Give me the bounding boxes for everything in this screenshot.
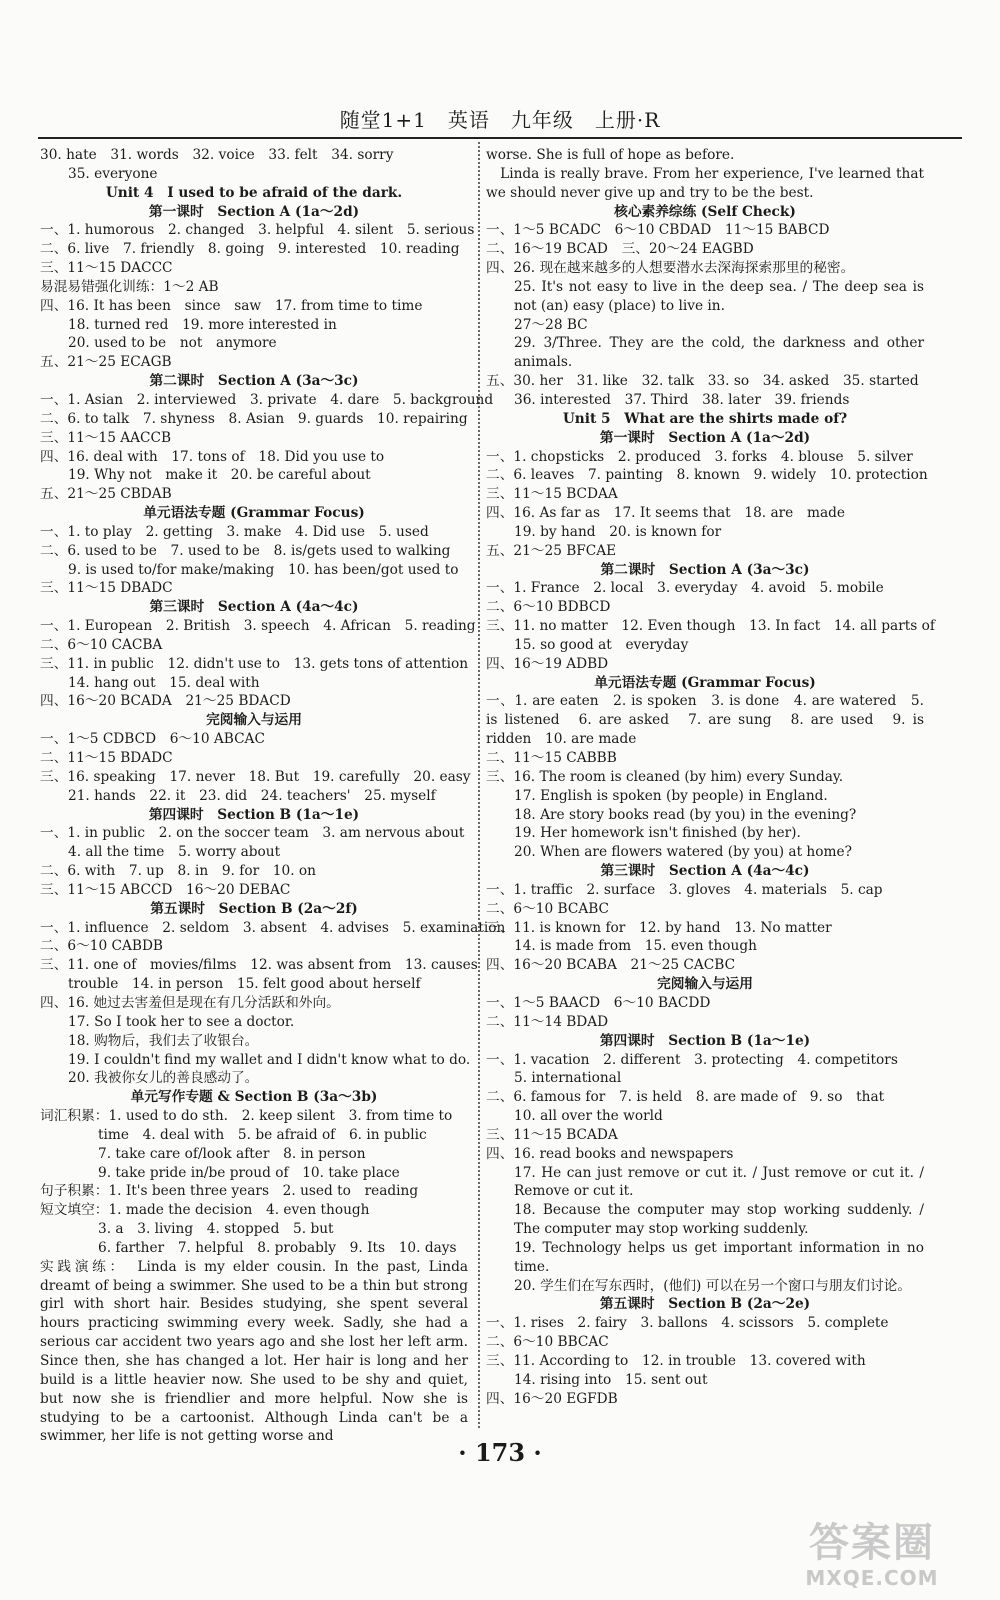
answer-line: 17. English is spoken (by people) in England. (514, 787, 828, 804)
answer-line: 15. so good at everyday (514, 636, 689, 653)
answer-line: 五、30. her 31. like 32. talk 33. so 34. asked 35. started (486, 373, 919, 390)
answer-line: 二、6. with 7. up 8. in 9. for 10. on (40, 863, 316, 880)
answer-line: 一、1. traffic 2. surface 3. gloves 4. materials 5. cap (486, 881, 883, 898)
answer-line: 一、1. influence 2. seldom 3. absent 4. advises 5. examination (40, 919, 506, 936)
answer-line: 四、16～20 BCADA 21～25 BDACD (40, 693, 291, 710)
answer-line: 二、6～10 CACBA (40, 636, 163, 653)
answer-line: 三、16. speaking 17. never 18. But 19. carefully 20. easy (40, 768, 471, 785)
answer-line: 四、16～19 ADBD (486, 655, 609, 672)
page-header: 随堂1+1 英语 九年级 上册·R (339, 108, 661, 132)
answer-line: 二、6. to talk 7. shyness 8. Asian 9. guards 10. repairing (40, 410, 468, 427)
answer-line: 18. 购物后，我们去了收银台。 (68, 1032, 259, 1049)
answer-line: 一、1. Asian 2. interviewed 3. private 4. dare 5. background (40, 391, 494, 408)
answer-line: 三、11～15 ABCCD 16～20 DEBAC (40, 881, 291, 898)
answer-line: 19. Technology helps us get important information in no time. (514, 1239, 924, 1275)
answer-line: 二、6. leaves 7. painting 8. known 9. widely 10. protection (486, 467, 928, 484)
answer-line: 三、11. no matter 12. Even though 13. In fact 14. all parts of (486, 618, 935, 635)
answer-line: 一、1～5 BCADC 6～10 CBDAD 11～15 BABCD (486, 222, 830, 239)
answer-line: 二、11～14 BDAD (486, 1013, 609, 1030)
watermark-logo-text: 答案圈 (809, 1520, 935, 1566)
answer-line: 二、11～15 CABBB (486, 750, 617, 766)
answer-line: 二、11～15 BDADC (40, 750, 173, 766)
answer-line: 五、21～25 CBDAB (40, 486, 172, 503)
answer-line: 9. is used to/for make/making 10. has been/got used to (68, 561, 459, 578)
answer-line: 一、1. in public 2. on the soccer team 3. am nervous about (40, 825, 465, 842)
answer-line: 二、6～10 BBCAC (486, 1334, 609, 1351)
answer-line: 20. used to be not anymore (68, 335, 277, 352)
answer-line: 14. rising into 15. sent out (514, 1371, 708, 1388)
answer-line: 二、6～10 BDBCD (486, 599, 611, 616)
page-number: · 173 · (458, 1438, 542, 1467)
answer-line: 二、6～10 CABDB (40, 938, 163, 955)
section-heading: 第三课时 Section A (4a～4c) (149, 599, 359, 616)
answer-line: 7. take care of/look after 8. in person (98, 1145, 366, 1162)
section-heading: 完阅输入与运用 (206, 712, 302, 729)
answer-line: 一、1. to play 2. getting 3. make 4. Did use 5. used (40, 523, 429, 540)
answer-line: 三、11～15 DACCC (40, 260, 173, 277)
answer-line: 易混易错强化训练：1～2 AB (40, 278, 219, 295)
answer-line: 14. hang out 15. deal with (68, 674, 260, 691)
answer-line: 一、1. are eaten 2. is spoken 3. is done 4. are watered 5. is listened 6. are asked 7. are sung 8. are used 9. is ridden 10. are made (486, 693, 924, 748)
answer-line: 三、11. in public 12. didn't use to 13. gets tons of attention (40, 655, 469, 672)
sample-essay-end: Linda is really brave. From her experience, I've learned that we should never give up and try to be the best. (486, 165, 924, 201)
answer-line: 词汇积累：1. used to do sth. 2. keep silent 3. from time to (40, 1108, 453, 1125)
answer-line: 4. all the time 5. worry about (68, 844, 281, 861)
answer-line: 30. hate 31. words 32. voice 33. felt 34. sorry (40, 147, 394, 163)
answer-line: 10. all over the world (514, 1108, 663, 1125)
answer-line: 短文填空：1. made the decision 4. even though (40, 1202, 370, 1219)
answer-line: 四、16～20 EGFDB (486, 1390, 618, 1407)
answer-line: trouble 14. in person 15. felt good about herself (68, 976, 421, 993)
answer-line: 9. take pride in/be proud of 10. take place (98, 1164, 400, 1181)
section-heading: 单元写作专题 & Section B (3a～3b) (130, 1089, 378, 1106)
answer-line: 四、26. 现在越来越多的人想要潜水去深海探索那里的秘密。 (486, 260, 855, 277)
answer-line: 五、21～25 BFCAE (486, 542, 617, 559)
answer-line: 18. Are story books read (by you) in the evening? (514, 806, 857, 823)
answer-line: 18. Because the computer may stop working suddenly. / The computer may stop working suddenly. (514, 1202, 924, 1238)
answer-line: 二、16～19 BCAD 三、20～24 EAGBD (486, 241, 754, 258)
answer-line: 19. by hand 20. is known for (514, 523, 722, 540)
answer-line: 36. interested 37. Third 38. later 39. friends (514, 391, 850, 408)
answer-line: 一、1. rises 2. fairy 3. ballons 4. scissors 5. complete (486, 1315, 889, 1332)
answer-line: 20. 我被你女儿的善良感动了。 (68, 1070, 259, 1087)
answer-line: 二、6～10 BCABC (486, 900, 609, 917)
answer-line: 17. He can just remove or cut it. / Just remove or cut it. / Remove or cut it. (514, 1164, 924, 1200)
answer-line: 四、16. read books and newspapers (486, 1145, 734, 1162)
answer-line: 21. hands 22. it 23. did 24. teachers' 25. myself (68, 787, 436, 804)
answer-line: 二、6. famous for 7. is held 8. are made of 9. so that (486, 1089, 885, 1106)
column-divider (478, 142, 480, 1428)
answer-line: 19. I couldn't find my wallet and I didn't know what to do. (68, 1051, 471, 1068)
answer-line: 19. Why not make it 20. be careful about (68, 467, 371, 484)
unit-title: Unit 5 What are the shirts made of? (562, 410, 848, 427)
answer-line: 四、16. 她过去害羞但是现在有几分活跃和外向。 (40, 994, 340, 1011)
answer-line: 一、1. France 2. local 3. everyday 4. avoid 5. mobile (486, 580, 884, 597)
answer-line: 三、11～15 BCADA (486, 1126, 618, 1143)
answer-line: time 4. deal with 5. be afraid of 6. in public (98, 1126, 427, 1143)
answer-line: 二、6. used to be 7. used to be 8. is/gets used to walking (40, 542, 451, 559)
answer-line: 17. So I took her to see a doctor. (68, 1013, 295, 1030)
answer-line: 三、11～15 AACCB (40, 429, 172, 446)
section-heading: 第四课时 Section B (1a～1e) (599, 1032, 811, 1049)
watermark-logo (772, 1520, 972, 1590)
left-column (40, 146, 506, 1446)
answer-line: 四、16. As far as 17. It seems that 18. are made (486, 505, 845, 522)
answer-line: 35. everyone (68, 165, 158, 182)
section-heading: 第一课时 Section A (1a～2d) (148, 203, 360, 220)
unit-title: Unit 4 I used to be afraid of the dark. (105, 184, 403, 201)
answer-line: 5. international (514, 1070, 622, 1087)
answer-line: 四、16. deal with 17. tons of 18. Did you use to (40, 448, 385, 465)
watermark-url: MXQE.COM (805, 1566, 939, 1590)
section-heading: 完阅输入与运用 (657, 976, 753, 993)
answer-line: 三、11. one of movies/films 12. was absent from 13. causes (40, 957, 478, 974)
section-heading: 第四课时 Section B (1a～1e) (148, 806, 360, 823)
answer-line: 20. 学生们在写东西时，(他们) 可以在另一个窗口与朋友们讨论。 (514, 1277, 912, 1294)
answer-line: 一、1～5 BAACD 6～10 BACDD (486, 994, 711, 1011)
answer-line: 句子积累：1. It's been three years 2. used to reading (40, 1183, 419, 1200)
answer-line: 14. is made from 15. even though (514, 938, 757, 955)
answer-line: 三、11～15 BCDAA (486, 486, 618, 503)
answer-line: 二、6. live 7. friendly 8. going 9. interested 10. reading (40, 241, 460, 258)
answer-line: 三、11. is known for 12. by hand 13. No matter (486, 919, 832, 936)
section-heading: 第二课时 Section A (3a～3c) (600, 561, 810, 578)
answer-line: 29. 3/Three. They are the cold, the darkness and other animals. (514, 335, 924, 371)
answer-line: 18. turned red 19. more interested in (68, 316, 337, 333)
answer-line: 一、1. humorous 2. changed 3. helpful 4. silent 5. serious (40, 222, 475, 239)
section-heading: 单元语法专题 (Grammar Focus) (594, 674, 816, 691)
answer-line: 四、16. It has been since saw 17. from time to time (40, 297, 423, 314)
header-rule (38, 137, 962, 139)
answer-line: 20. When are flowers watered (by you) at home? (514, 844, 852, 861)
answer-line: 19. Her homework isn't finished (by her). (514, 825, 801, 842)
answer-line: 三、11. According to 12. in trouble 13. covered with (486, 1353, 866, 1369)
answer-line: 一、1. chopsticks 2. produced 3. forks 4. blouse 5. silver (486, 448, 913, 465)
answer-line: 三、11～15 DBADC (40, 580, 173, 597)
sample-essay: 实践演练： Linda is my elder cousin. In the past, Linda dreamt of being a swimmer. She used to be a thin but strong girl with short hair. Besides studying, she spent several hours practicing swimming every week. Sadly, she had a serious car accident two years ago and she lost her left arm. Since then, she has changed a lot. Her hair is long and her build is a little heavier now. She used to be shy and quiet, but now she is friendlier and more helpful. Now she is studying to be a cartoonist. Although Linda can't be a swimmer, her life is not getting worse and (40, 1258, 468, 1445)
section-heading: 核心素养综练 (Self Check) (614, 203, 796, 220)
answer-line: 三、16. The room is cleaned (by him) every Sunday. (486, 768, 844, 785)
answer-line: 3. a 3. living 4. stopped 5. but (98, 1221, 334, 1238)
answer-line: 一、1. vacation 2. different 3. protecting 4. competitors (486, 1051, 898, 1068)
answer-line: 6. farther 7. helpful 8. probably 9. Its 10. days (98, 1239, 457, 1256)
right-column (486, 146, 935, 1409)
section-heading: 第一课时 Section A (1a～2d) (599, 429, 811, 446)
answer-line: 25. It's not easy to live in the deep sea. / The deep sea is not (an) easy (place) to live in. (514, 278, 924, 314)
answer-line: 一、1～5 CDBCD 6～10 ABCAC (40, 731, 265, 748)
section-heading: 第五课时 Section B (2a～2f) (150, 900, 358, 917)
section-heading: 单元语法专题 (Grammar Focus) (143, 505, 365, 522)
section-heading: 第三课时 Section A (4a～4c) (600, 863, 810, 880)
answer-line: 五、21～25 ECAGB (40, 354, 172, 371)
section-heading: 第五课时 Section B (2a～2e) (599, 1296, 811, 1313)
section-heading: 第二课时 Section A (3a～3c) (149, 373, 359, 390)
answer-line: 一、1. European 2. British 3. speech 4. African 5. reading (40, 618, 476, 635)
answer-line: 27～28 BC (514, 316, 588, 333)
answer-line: worse. She is full of hope as before. (486, 147, 735, 163)
answer-line: 四、16～20 BCABA 21～25 CACBC (486, 957, 736, 974)
